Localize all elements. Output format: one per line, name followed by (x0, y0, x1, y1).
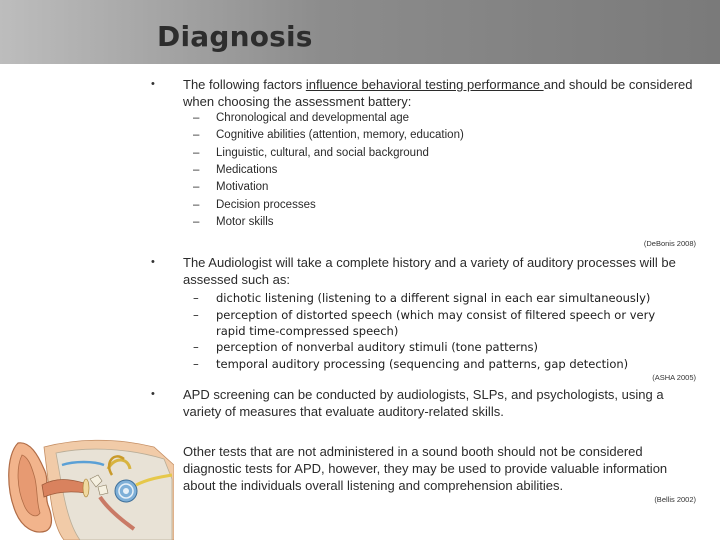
dash-marker: – (193, 216, 200, 228)
section1-text-after: and should be considered when choosing the assessment battery: (183, 77, 693, 109)
list-item-text: dichotic listening (listening to a different signal in each ear simultaneously) (216, 291, 651, 305)
list-item-text: Linguistic, cultural, and social background (216, 147, 429, 159)
bullet-marker: • (151, 256, 155, 268)
citation-bellis: (Bellis 2002) (654, 495, 696, 504)
section2-intro: The Audiologist will take a complete history and a variety of auditory processes will be assessed such as: (183, 255, 676, 287)
dash-marker: – (193, 340, 199, 354)
list-item-text: Motor skills (216, 216, 274, 228)
title-banner (0, 0, 720, 64)
section1-text-before: The following factors (183, 77, 306, 92)
list-item-text: temporal auditory processing (sequencing and patterns, gap detection) (216, 357, 629, 371)
dash-marker: – (193, 112, 200, 124)
dash-marker: – (193, 181, 200, 193)
list-item-text: Medications (216, 164, 278, 176)
citation-asha: (ASHA 2005) (652, 373, 696, 382)
dash-marker: – (193, 147, 200, 159)
dash-marker: – (193, 129, 200, 141)
dash-marker: – (193, 308, 199, 322)
citation-debonis: (DeBonis 2008) (643, 239, 696, 248)
dash-marker: – (193, 199, 200, 211)
section4-text: Other tests that are not administered in a sound booth should not be considered diagnostic tests for APD, however, they may be used to provide valuable information about the individuals overall listening and comprehension abilities. (183, 444, 668, 493)
list-item-text: perception of nonverbal auditory stimuli (tone patterns) (216, 340, 538, 354)
page-title: Diagnosis (157, 20, 313, 53)
list-item-text: Cognitive abilities (attention, memory, education) (216, 129, 464, 141)
list-item-text: Chronological and developmental age (216, 112, 410, 124)
ear-anatomy-illustration (4, 435, 174, 540)
list-item-text: perception of distorted speech (which may consist of filtered speech or very rapid time-compressed speech) (216, 308, 656, 338)
list-item-text: Decision processes (216, 199, 316, 211)
list-item-text: Motivation (216, 181, 269, 193)
section1-text-underlined: influence behavioral testing performance (305, 77, 544, 92)
dash-marker: – (193, 357, 199, 371)
bullet-marker: • (151, 78, 155, 90)
dash-marker: – (193, 291, 199, 305)
dash-marker: – (193, 164, 200, 176)
section3-text: APD screening can be conducted by audiologists, SLPs, and psychologists, using a variety of measures that evaluate auditory-related skills. (183, 387, 664, 419)
bullet-marker: • (151, 388, 155, 400)
section1-intro (183, 76, 698, 110)
